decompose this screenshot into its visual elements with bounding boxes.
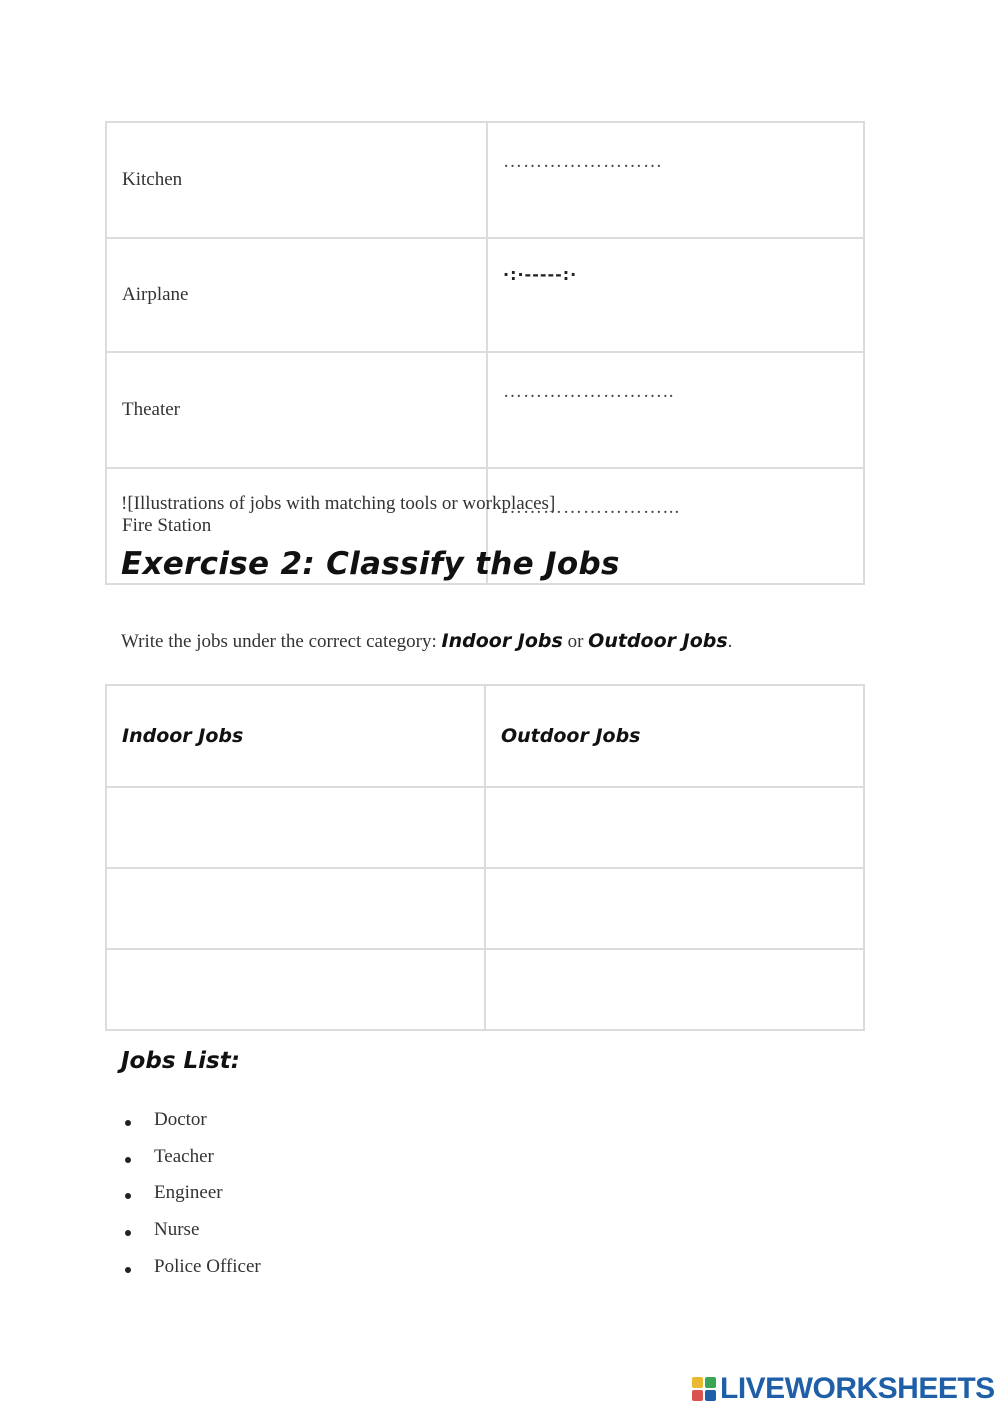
indoor-answer-cell[interactable] — [106, 868, 485, 949]
jobs-list — [0, 1109, 261, 1292]
place-cell: Fire Station — [106, 468, 487, 584]
answer-blank[interactable]: ·:·-----:· — [487, 238, 864, 352]
logo-square — [692, 1390, 703, 1401]
logo-square — [705, 1390, 716, 1401]
logo-square — [692, 1377, 703, 1388]
list-item: Doctor — [0, 1109, 261, 1146]
answer-blank[interactable]: …………………… — [487, 122, 864, 238]
answer-blank[interactable]: ……………………... — [487, 468, 864, 584]
column-header-outdoor: Outdoor Jobs — [485, 685, 864, 787]
brand-name: LIVEWORKSHEETS — [720, 1372, 995, 1405]
list-item: Engineer — [0, 1182, 261, 1219]
instruction-text — [121, 630, 732, 653]
indoor-answer-cell[interactable] — [106, 787, 485, 868]
place-cell: Kitchen — [106, 122, 487, 238]
logo-grid-icon — [692, 1377, 716, 1401]
place-cell: Theater — [106, 352, 487, 468]
classify-table — [105, 684, 865, 1031]
list-item: Nurse — [0, 1219, 261, 1256]
instruction-suffix: . — [727, 631, 733, 652]
table-row — [106, 949, 864, 1030]
table-row — [106, 238, 864, 352]
outdoor-answer-cell[interactable] — [485, 949, 864, 1030]
table-row — [106, 352, 864, 468]
exercise-2-heading: Exercise 2: Classify the Jobs — [121, 546, 620, 582]
table-row — [106, 787, 864, 868]
place-cell: Airplane — [106, 238, 487, 352]
category-outdoor: Outdoor Jobs — [588, 630, 728, 652]
instruction-connector: or — [562, 631, 589, 652]
liveworksheets-logo — [692, 1374, 995, 1404]
column-header-indoor: Indoor Jobs — [106, 685, 485, 787]
indoor-answer-cell[interactable] — [106, 949, 485, 1030]
logo-square — [705, 1377, 716, 1388]
list-item: Police Officer — [0, 1256, 261, 1293]
outdoor-answer-cell[interactable] — [485, 787, 864, 868]
outdoor-answer-cell[interactable] — [485, 868, 864, 949]
image-alt-text: ![Illustrations of jobs with matching tools or workplaces] — [121, 493, 556, 514]
matching-table — [105, 121, 865, 585]
table-header-row — [106, 685, 864, 787]
instruction-prefix: Write the jobs under the correct category: — [121, 631, 442, 652]
list-item: Teacher — [0, 1146, 261, 1183]
jobs-list-heading: Jobs List: — [121, 1048, 240, 1074]
answer-blank[interactable]: …………………….. — [487, 352, 864, 468]
table-row — [106, 122, 864, 238]
table-row — [106, 868, 864, 949]
category-indoor: Indoor Jobs — [441, 630, 563, 652]
